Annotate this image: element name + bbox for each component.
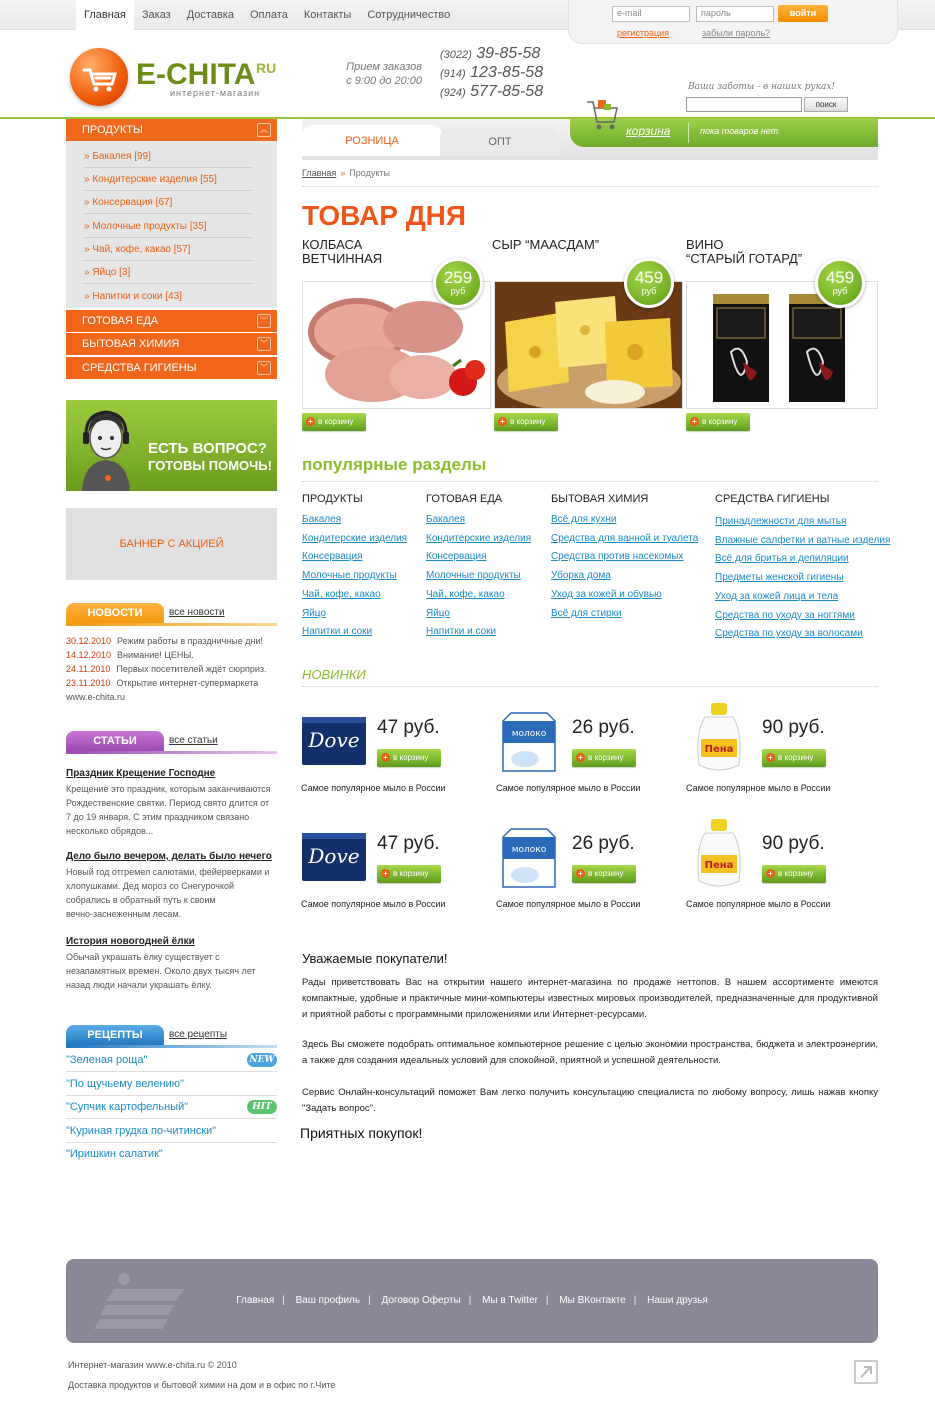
logo-subtitle: интернет-магазин — [170, 88, 261, 98]
phone-number: 577-85-58 — [470, 83, 544, 100]
add-to-cart-button[interactable] — [302, 413, 366, 431]
footer-link-profile[interactable]: Ваш профиль — [295, 1295, 361, 1306]
button-label: в корзину — [318, 417, 354, 426]
slogan: Ваши заботы - в наших руках! — [688, 82, 836, 92]
news-item[interactable] — [66, 678, 258, 688]
product-name-line: ВЕТЧИННАЯ — [302, 251, 383, 266]
plus-icon: + — [381, 753, 390, 762]
price-currency: руб — [641, 286, 657, 296]
expand-icon[interactable]: ︾ — [257, 314, 271, 328]
add-to-cart-button[interactable] — [686, 413, 750, 431]
shopping-cart-icon[interactable] — [584, 96, 620, 132]
article-excerpt — [66, 782, 271, 838]
password-field[interactable]: пароль — [696, 6, 774, 22]
popular-link[interactable]: Консервация — [302, 551, 363, 563]
article-excerpt — [66, 865, 271, 921]
tab-underline — [302, 156, 878, 160]
popular-link[interactable]: Средства против насекомых — [551, 551, 684, 563]
nav-cooperation[interactable]: Сотрудничество — [367, 9, 451, 21]
news-text: Первых посетителей ждёт сюрприз. — [116, 664, 267, 674]
phone-number: 123-85-58 — [470, 64, 544, 81]
bullet-icon: » — [84, 291, 90, 302]
phone-3 — [440, 83, 543, 101]
brand-label: молоко — [511, 845, 547, 855]
help-banner[interactable] — [66, 400, 277, 491]
price-currency: руб — [832, 286, 848, 296]
add-to-cart-button[interactable] — [494, 413, 558, 431]
news-tab[interactable]: НОВОСТИ — [66, 603, 164, 623]
news-text: Режим работы в праздничные дни! — [117, 636, 263, 646]
recipe-item[interactable] — [66, 1143, 277, 1166]
news-date: 23.11.2010 — [66, 678, 111, 688]
popular-link[interactable]: Предметы женской гигиены — [715, 572, 844, 584]
help-title: ЕСТЬ ВОПРОС? — [148, 440, 267, 457]
hours-line-1: Прием заказов — [346, 61, 422, 73]
site-url: www.e-chita.ru — [66, 692, 126, 702]
excerpt-line: Рождественские святки. Период свято длится от — [66, 798, 270, 808]
all-articles-link[interactable]: все статьи — [169, 735, 218, 746]
recipe-item[interactable] — [66, 1120, 277, 1143]
product-name-line: КОЛБАСА — [302, 237, 363, 252]
recipe-item[interactable] — [66, 1049, 277, 1072]
product-price: 26 руб. — [572, 833, 635, 854]
footer-link-friends[interactable]: Наши друзья — [647, 1295, 708, 1306]
divider — [302, 481, 878, 482]
popular-link[interactable]: Молочные продукты — [302, 570, 397, 582]
tab-retail[interactable]: РОЗНИЦА — [302, 125, 442, 157]
welcome-paragraph: Сервис Онлайн-консультаций поможет Вам легко получить консультацию специалиста по любому вопросу, лишь нажав кнопку "Задать вопрос". — [302, 1087, 878, 1114]
soap-product-image[interactable] — [300, 703, 368, 773]
phone-code: (914) — [440, 68, 466, 80]
breadcrumb-home[interactable]: Главная — [302, 168, 337, 178]
register-link[interactable]: регистрация — [617, 28, 670, 38]
recipe-item[interactable] — [66, 1073, 277, 1096]
subcategory-label: Кондитерские изделия [55] — [92, 174, 217, 185]
divider — [302, 186, 878, 187]
popular-link[interactable]: Чай, кофе, какао — [426, 588, 505, 600]
recipes-header — [66, 1025, 277, 1047]
subcategory-label: Яйцо [3] — [92, 267, 131, 278]
popular-link[interactable]: Средства по уходу за ногтями — [715, 609, 855, 621]
articles-underline — [66, 751, 277, 754]
arrow-up-icon[interactable] — [854, 1360, 878, 1384]
category-label: БЫТОВАЯ ХИМИЯ — [82, 338, 180, 350]
button-label: в корзину — [778, 753, 814, 762]
product-price: 47 руб. — [377, 717, 440, 738]
brand-label: молоко — [511, 729, 547, 739]
product-caption: Самое популярное мыло в России — [686, 899, 831, 909]
recipe-name: "Зеленая роща" — [66, 1054, 148, 1066]
popular-link[interactable]: Бакалея — [426, 514, 466, 525]
expand-icon[interactable]: ︾ — [257, 337, 271, 351]
nav-payment[interactable]: Оплата — [249, 9, 288, 21]
divider — [302, 686, 878, 687]
excerpt-line: незапамятных времен. Около двух тысяч лет — [66, 966, 256, 976]
logo-tld: RU — [256, 60, 277, 76]
welcome-paragraph: Здесь Вы сможете подобрать оптимальное компьютерное решение с целью экономии пространства, бюджета и электроэнергии, а также для создания идеальных условий для спокойной, приятной и успешной деятельности. — [302, 1039, 878, 1066]
subcategory-label: Чай, кофе, какао [57] — [92, 244, 191, 255]
popular-link[interactable]: Принадлежности для мытья — [715, 516, 847, 527]
article-title[interactable]: Праздник Крещение Господне — [66, 768, 216, 779]
article-title[interactable]: Дело было вечером, делать было нечего — [66, 851, 272, 862]
subcategory-item[interactable] — [84, 285, 252, 308]
nav-contacts[interactable]: Контакты — [303, 9, 352, 21]
plus-icon: + — [766, 753, 775, 762]
popular-link[interactable]: Яйцо — [426, 607, 450, 619]
button-label: в корзину — [588, 869, 624, 878]
price-value: 259 — [443, 268, 473, 287]
milk-product-image[interactable] — [495, 819, 563, 889]
recipe-name: "Супчик картофельный" — [66, 1101, 189, 1113]
bullet-icon: » — [84, 221, 90, 232]
news-item[interactable] — [66, 636, 263, 646]
product-name[interactable] — [302, 238, 382, 266]
button-label: в корзину — [510, 417, 546, 426]
footer-link-home[interactable]: Главная — [236, 1295, 275, 1306]
excerpt-line: Обычай украшать ёлку существует с — [66, 952, 220, 962]
category-label: СРЕДСТВА ГИГИЕНЫ — [82, 362, 197, 374]
article-title[interactable]: История новогодней ёлки — [66, 936, 195, 947]
order-hours — [332, 60, 422, 88]
popular-link[interactable]: Напитки и соки — [426, 626, 497, 638]
news-date: 14.12.2010 — [66, 650, 112, 660]
forgot-password-link[interactable]: забыли пароль? — [702, 28, 771, 38]
popular-column-heading: ПРОДУКТЫ — [302, 493, 363, 505]
bullet-icon: » — [84, 197, 90, 208]
product-name-line: ВИНО — [686, 237, 724, 252]
cart-link[interactable]: корзина — [626, 124, 671, 138]
operator-icon — [78, 404, 134, 491]
promo-banner[interactable]: БАННЕР С АКЦИЕЙ — [66, 508, 277, 580]
popular-link[interactable]: Влажные салфетки и ватные изделия — [715, 534, 891, 546]
brand-label: Пена — [704, 860, 734, 871]
welcome-paragraph: Рады приветствовать Вас на открытии нашего интернет-магазина по продаже неттопов. В нашем ассортименте имеются компактные, удобные и практичные мини-компьютеры известных мировых производителей, предназначенные для продуктивной и приятной работы с программными приложениями или Интернет-ресурсами. — [302, 977, 878, 1020]
product-of-day-title: ТОВАР ДНЯ — [302, 200, 466, 231]
recipes-underline — [66, 1045, 277, 1048]
product-caption: Самое популярное мыло в России — [301, 783, 446, 793]
expand-icon[interactable]: ︾ — [257, 361, 271, 375]
button-label: в корзину — [393, 753, 429, 762]
subcategory-label: Консервация [67] — [92, 197, 173, 208]
popular-link[interactable]: Кондитерские изделия — [302, 532, 408, 544]
popular-link[interactable]: Молочные продукты — [426, 570, 521, 582]
email-field[interactable]: e-mail — [612, 6, 690, 22]
news-item[interactable] — [66, 664, 267, 674]
milk-product-image[interactable] — [495, 703, 563, 773]
price-value: 459 — [634, 268, 664, 287]
news-underline — [66, 623, 277, 626]
price-badge — [624, 258, 674, 308]
product-price: 90 руб. — [762, 833, 825, 854]
product-caption: Самое популярное мыло в России — [301, 899, 446, 909]
popular-link[interactable]: Средства по уходу за волосами — [715, 628, 863, 640]
nav-delivery[interactable]: Доставка — [186, 9, 234, 21]
excerpt-line: Крещение это праздник, которым заканчиваются — [66, 784, 271, 794]
product-price: 47 руб. — [377, 833, 440, 854]
popular-link[interactable]: Бакалея — [302, 514, 342, 525]
news-text: Внимание! ЦЕНЫ. — [117, 650, 194, 660]
footer-link-twitter[interactable]: Мы в Twitter — [482, 1295, 538, 1306]
excerpt-line: собрались в обратный путь к своим — [66, 895, 216, 905]
welcome-heading: Уважаемые покупатели! — [302, 951, 448, 966]
copyright: Интернет-магазин www.e-chita.ru © 2010 — [68, 1360, 237, 1370]
product-caption: Самое популярное мыло в России — [496, 783, 641, 793]
excerpt-line: Новый год отгремел салютами, фейерверками и — [66, 867, 270, 877]
popular-link[interactable]: Всё для бритья и депиляции — [715, 553, 849, 565]
nav-home[interactable]: Главная — [76, 0, 134, 30]
excerpt-line: 7 до 19 января. С этим праздником связано — [66, 812, 250, 822]
excerpt-line: несколько обрядов... — [66, 826, 154, 836]
news-date: 24.11.2010 — [66, 664, 111, 674]
category-household[interactable] — [66, 333, 277, 355]
all-recipes-link[interactable]: все рецепты — [169, 1029, 228, 1040]
search-input[interactable] — [686, 97, 802, 112]
add-to-cart-button[interactable] — [572, 865, 636, 883]
top-navigation — [76, 0, 458, 30]
search-button[interactable]: поиск — [804, 97, 848, 112]
brand-label: Пена — [704, 744, 734, 755]
phone-2 — [440, 64, 543, 82]
tab-wholesale[interactable]: ОПТ — [440, 128, 560, 156]
recipe-name: "По щучьему велению" — [66, 1078, 184, 1090]
phone-number: 39-85-58 — [476, 45, 541, 62]
recipe-name: "Иришкин салатик" — [66, 1148, 163, 1160]
category-label: ГОТОВАЯ ЕДА — [82, 315, 159, 327]
category-label: ПРОДУКТЫ — [82, 124, 143, 136]
logo-name[interactable]: E-CHITA — [136, 58, 256, 91]
subcategory-item[interactable] — [84, 238, 252, 261]
all-news-link[interactable]: все новости — [169, 607, 225, 618]
button-label: в корзину — [702, 417, 738, 426]
popular-link[interactable]: Уход за кожей лица и тела — [715, 590, 839, 602]
popular-link[interactable]: Напитки и соки — [302, 626, 373, 638]
help-subtitle: ГОТОВЫ ПОМОЧЬ! — [148, 458, 272, 473]
footer-link-offer[interactable]: Договор Оферты — [381, 1295, 461, 1306]
excerpt-line: хлопушками. Дед мороз со Снегурочкой — [66, 881, 235, 891]
footer-link-vkontakte[interactable]: Мы ВКонтакте — [559, 1295, 626, 1306]
button-label: в корзину — [778, 869, 814, 878]
news-item[interactable] — [66, 650, 194, 660]
popular-column-heading: ГОТОВАЯ ЕДА — [426, 493, 503, 505]
bullet-icon: » — [84, 151, 90, 162]
product-name[interactable] — [492, 238, 599, 252]
new-badge: NEW — [247, 1053, 277, 1067]
login-button[interactable]: войти — [778, 5, 828, 22]
cart-status: пока товаров нет — [700, 126, 779, 136]
product-caption: Самое популярное мыло в России — [496, 899, 641, 909]
subcategory-label: Бакалея [99] — [92, 151, 151, 162]
phone-1 — [440, 45, 540, 63]
category-hygiene[interactable] — [66, 357, 277, 379]
foam-product-image[interactable] — [685, 819, 753, 889]
plus-icon: + — [576, 869, 585, 878]
new-products-title: НОВИНКИ — [302, 667, 366, 682]
add-to-cart-button[interactable] — [762, 865, 826, 883]
bullet-icon: » — [84, 174, 90, 185]
news-text: Открытие интернет-супермаркета — [116, 678, 259, 688]
add-to-cart-button[interactable] — [377, 865, 441, 883]
phone-code: (3022) — [440, 49, 472, 61]
excerpt-line: назад люди начали украшать ёлку. — [66, 980, 212, 990]
product-caption: Самое популярное мыло в России — [686, 783, 831, 793]
product-price: 90 руб. — [762, 717, 825, 738]
subcategory-item[interactable] — [84, 261, 252, 284]
foam-product-image[interactable] — [685, 703, 753, 773]
subcategory-label: Напитки и соки [43] — [92, 291, 182, 302]
popular-link[interactable]: Уборка дома — [551, 570, 611, 582]
nav-order[interactable]: Заказ — [141, 9, 171, 21]
news-header — [66, 603, 277, 625]
article-excerpt — [66, 950, 271, 992]
soap-product-image[interactable] — [300, 819, 368, 889]
category-ready-food[interactable] — [66, 310, 277, 332]
subcategory-item[interactable] — [84, 191, 252, 214]
logo-icon[interactable] — [70, 48, 128, 106]
subcategory-item[interactable] — [84, 145, 252, 168]
plus-icon: + — [766, 869, 775, 878]
breadcrumb — [302, 168, 390, 178]
popular-column-heading: БЫТОВАЯ ХИМИЯ — [551, 493, 649, 505]
excerpt-line: вечно-заснеженным лесам. — [66, 909, 182, 919]
recipe-item[interactable] — [66, 1096, 277, 1119]
plus-icon: + — [690, 417, 699, 426]
add-to-cart-button[interactable] — [762, 749, 826, 767]
bullet-icon: » — [84, 267, 90, 278]
delivery-note: Доставка продуктов и бытовой химии на дом и в офис по г.Чите — [68, 1380, 336, 1390]
popular-link[interactable]: Всё для кухни — [551, 514, 617, 525]
popular-link[interactable]: Уход за кожей и обувью — [551, 588, 662, 600]
product-name-line: СЫР “МААСДАМ” — [492, 237, 600, 252]
phone-code: (924) — [440, 87, 466, 99]
button-label: в корзину — [393, 869, 429, 878]
cart-separator — [688, 123, 689, 143]
price-value: 459 — [825, 268, 855, 287]
closing-text: Приятных покупок! — [300, 1125, 423, 1141]
plus-icon: + — [498, 417, 507, 426]
popular-link[interactable]: Кондитерские изделия — [426, 532, 532, 544]
brand-label: Dove — [308, 728, 360, 752]
add-to-cart-button[interactable] — [572, 749, 636, 767]
add-to-cart-button[interactable] — [377, 749, 441, 767]
category-products[interactable] — [66, 119, 277, 141]
product-name-line: “СТАРЫЙ ГОТАРД” — [686, 251, 803, 266]
popular-column-heading: СРЕДСТВА ГИГИЕНЫ — [715, 493, 830, 505]
price-badge — [815, 258, 865, 308]
popular-link[interactable]: Яйцо — [302, 607, 326, 619]
plus-icon: + — [381, 869, 390, 878]
subcategory-item[interactable] — [84, 168, 252, 191]
subcategory-item[interactable] — [84, 215, 252, 238]
price-currency: руб — [450, 286, 466, 296]
bullet-icon: » — [84, 244, 90, 255]
footer-navigation: Главная | Ваш профиль | Договор Оферты | Мы в Twitter | Мы ВКонтакте | Наши друзья — [236, 1295, 708, 1306]
recipe-name: "Куриная грудка по-читински" — [66, 1125, 217, 1137]
plus-icon: + — [306, 417, 315, 426]
subcategory-list — [66, 141, 277, 308]
popular-link[interactable]: Средства для ванной и туалета — [551, 532, 699, 544]
breadcrumb-separator: » — [340, 168, 346, 178]
product-price: 26 руб. — [572, 717, 635, 738]
product-name[interactable] — [686, 238, 802, 266]
brand-label: Dove — [308, 844, 360, 868]
popular-link[interactable]: Всё для стирки — [551, 607, 622, 619]
recipes-tab[interactable]: РЕЦЕПТЫ — [66, 1025, 164, 1045]
articles-tab[interactable]: СТАТЬИ — [66, 731, 164, 751]
breadcrumb-current: Продукты — [349, 168, 390, 178]
news-date: 30.12.2010 — [66, 636, 112, 646]
plus-icon: + — [576, 753, 585, 762]
hit-badge: HIT — [247, 1100, 277, 1114]
collapse-icon[interactable]: ︽ — [257, 123, 271, 137]
articles-header — [66, 731, 277, 753]
popular-link[interactable]: Консервация — [426, 551, 487, 563]
hours-line-2: с 9:00 до 20:00 — [346, 75, 422, 87]
popular-sections-title: популярные разделы — [302, 455, 487, 474]
price-badge — [433, 258, 483, 308]
popular-link[interactable]: Чай, кофе, какао — [302, 588, 381, 600]
subcategory-label: Молочные продукты [35] — [92, 221, 207, 232]
button-label: в корзину — [588, 753, 624, 762]
